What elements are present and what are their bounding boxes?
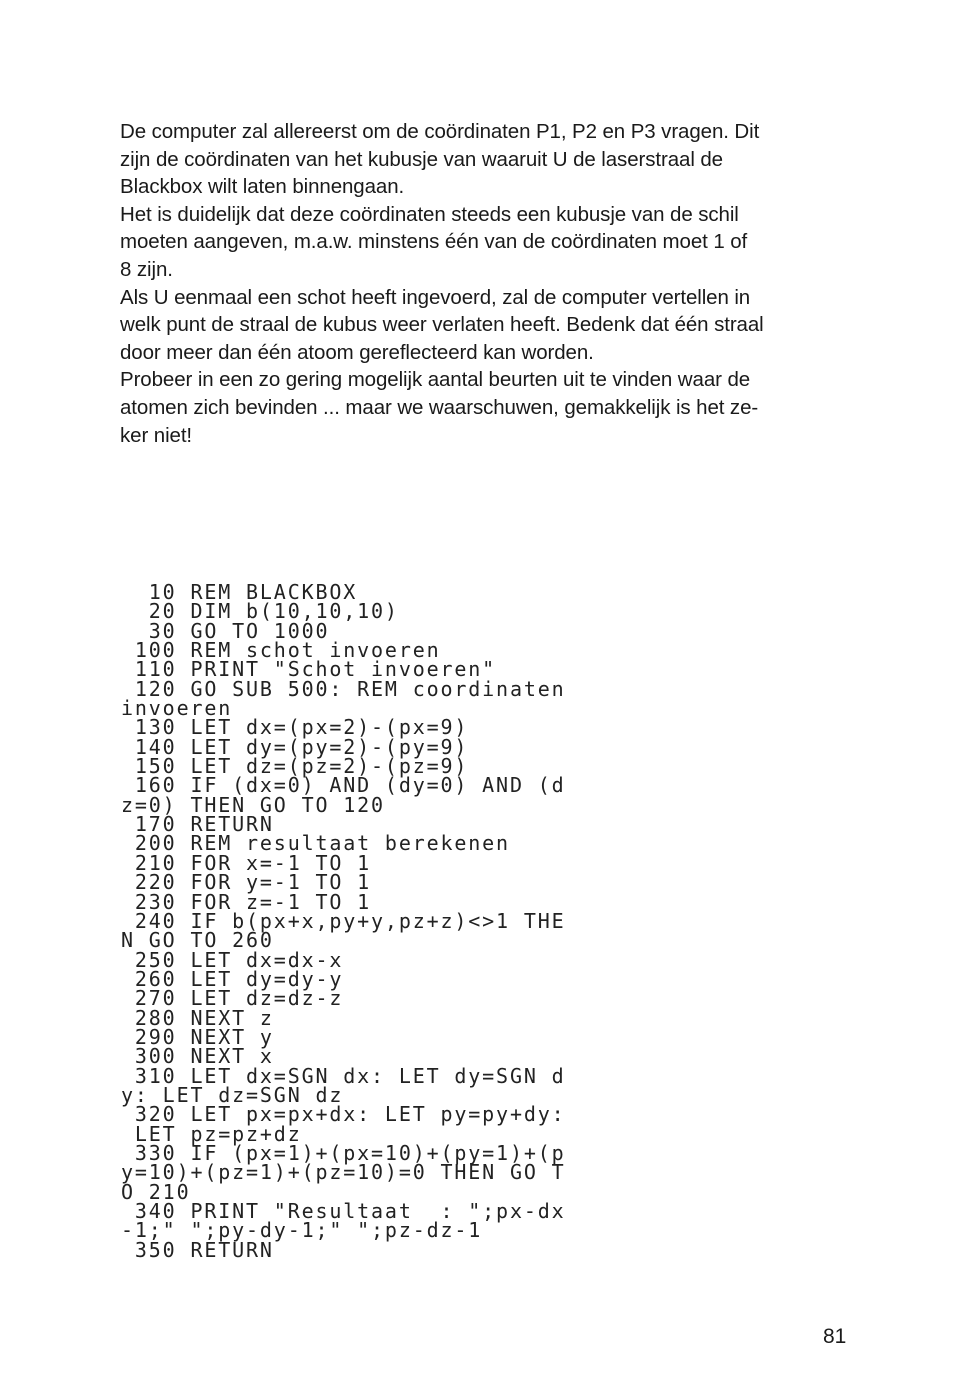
code-line: 350 RETURN	[121, 1237, 274, 1262]
code-line: -1;" ";py-dy-1;" ";pz-dz-1	[121, 1218, 483, 1243]
page-number: 81	[823, 1325, 847, 1348]
code-line: y=10)+(pz=1)+(pz=10)=0 THEN GO T	[121, 1160, 566, 1185]
text-line: zijn de coördinaten van het kubusje van waaruit U de laserstraal de	[120, 147, 723, 171]
text-line: ker niet!	[120, 423, 193, 447]
code-line: 300 NEXT x	[121, 1044, 274, 1069]
code-line: LET pz=pz+dz	[121, 1121, 302, 1146]
code-line: 130 LET dx=(px=2)-(px=9)	[121, 715, 469, 740]
code-line: 270 LET dz=dz-z	[121, 986, 344, 1011]
code-line: 260 LET dy=dy-y	[121, 966, 344, 991]
code-line: 170 RETURN	[121, 812, 274, 837]
text-line: 8 zijn.	[120, 257, 173, 281]
body-text	[120, 118, 860, 449]
text-line: Probeer in een zo gering mogelijk aantal beurten uit te vinden waar de	[120, 368, 751, 392]
code-line: 250 LET dx=dx-x	[121, 947, 344, 972]
code-line: 210 FOR x=-1 TO 1	[121, 850, 372, 875]
text-line: De computer zal allereerst om de coördinaten P1, P2 en P3 vragen. Dit	[120, 120, 760, 143]
code-line: 330 IF (px=1)+(px=10)+(py=1)+(p	[121, 1140, 566, 1165]
code-line: O 210	[121, 1179, 191, 1204]
text-line: atomen zich bevinden ... maar we waarschuwen, gemakkelijk is het ze-	[120, 395, 759, 419]
text-line: Blackbox wilt laten binnengaan.	[120, 175, 405, 199]
text-line: welk punt de straal de kubus weer verlaten heeft. Bedenk dat één straal	[120, 313, 764, 337]
code-line: y: LET dz=SGN dz	[121, 1082, 344, 1107]
code-line: 110 PRINT "Schot invoeren"	[121, 657, 497, 682]
text-line: moeten aangeven, m.a.w. minstens één van de coördinaten moet 1 of	[120, 230, 748, 254]
code-line: 100 REM schot invoeren	[121, 638, 441, 663]
code-line: 20 DIM b(10,10,10)	[121, 599, 399, 624]
basic-program-listing	[121, 580, 566, 1262]
code-line: 230 FOR z=-1 TO 1	[121, 889, 372, 914]
code-line: 30 GO TO 1000	[121, 618, 330, 643]
code-line: 160 IF (dx=0) AND (dy=0) AND (d	[121, 773, 566, 798]
code-line: 140 LET dy=(py=2)-(py=9)	[121, 734, 469, 759]
code-line: 280 NEXT z	[121, 1005, 274, 1030]
code-line: 310 LET dx=SGN dx: LET dy=SGN d	[121, 1063, 566, 1088]
code-line: 10 REM BLACKBOX	[121, 580, 358, 604]
code-line: 220 FOR y=-1 TO 1	[121, 870, 372, 895]
code-line: 320 LET px=px+dx: LET py=py+dy:	[121, 1102, 566, 1127]
text-line: Het is duidelijk dat deze coördinaten steeds een kubusje van de schil	[120, 202, 739, 226]
code-line: z=0) THEN GO TO 120	[121, 792, 385, 817]
code-line: 240 IF b(px+x,py+y,pz+z)<>1 THE	[121, 908, 566, 933]
code-line: 290 NEXT y	[121, 1024, 274, 1049]
code-line: invoeren	[121, 696, 233, 721]
code-line: 120 GO SUB 500: REM coordinaten	[121, 676, 566, 701]
code-line: 150 LET dz=(pz=2)-(pz=9)	[121, 754, 469, 779]
code-line: N GO TO 260	[121, 928, 274, 953]
text-line: door meer dan één atoom gereflecteerd kan worden.	[120, 340, 594, 364]
text-line: Als U eenmaal een schot heeft ingevoerd, zal de computer vertellen in	[120, 285, 751, 309]
code-line: 340 PRINT "Resultaat : ";px-dx	[121, 1199, 566, 1223]
code-line: 200 REM resultaat berekenen	[121, 831, 510, 856]
